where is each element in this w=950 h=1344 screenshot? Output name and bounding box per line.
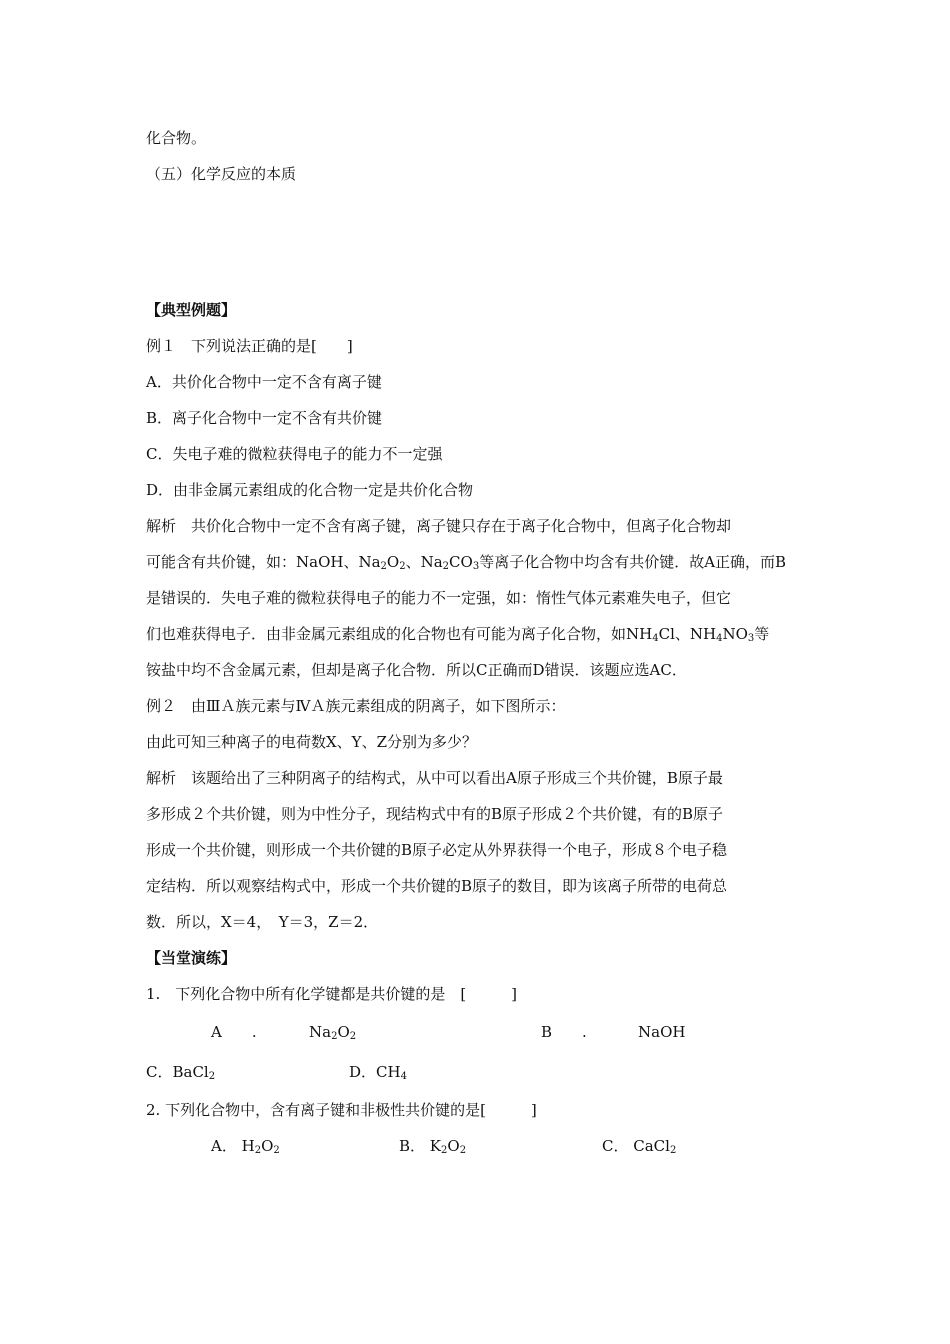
subscript: 3 <box>747 633 755 644</box>
example-1-question: 例１ 下列说法正确的是[ ] <box>146 337 353 355</box>
examples-heading: 【典型例题】 <box>146 301 237 319</box>
subscript: 4 <box>400 1071 407 1082</box>
text-run: 等离子化合物中均含有共价键．故A正确，而B <box>479 553 787 571</box>
text-run: A． H <box>211 1137 255 1155</box>
text-run: C．BaCl <box>146 1063 209 1081</box>
text-run: O <box>386 553 400 571</box>
example-2-analysis-line-3: 形成一个共价键，则形成一个共价键的B原子必定从外界获得一个电子，形成８个电子稳 <box>146 841 728 859</box>
prev-line-1: 化合物。 <box>146 129 207 147</box>
text-run: O <box>447 1137 460 1155</box>
subscript: 2 <box>273 1145 280 1156</box>
example-1-analysis-line-5: 铵盐中均不含金属元素，但却是离子化合物．所以C正确而D错误．该题应选AC． <box>146 661 687 679</box>
practice-1-option-c <box>146 1062 215 1082</box>
practice-1-option-a-label: A . <box>211 1023 257 1041</box>
subscript: 2 <box>669 1145 677 1156</box>
example-2-question: 例２ 由ⅢＡ族元素与ⅣＡ族元素组成的阴离子，如下图所示： <box>146 697 566 715</box>
example-1-analysis-line-3: 是错误的．失电子难的微粒获得电子的能力不一定强，如：惰性气体元素难失电子，但它 <box>146 589 732 607</box>
subscript: 2 <box>208 1071 216 1082</box>
example-1-option-b: B．离子化合物中一定不含有共价键 <box>146 409 383 427</box>
subscript: 2 <box>380 561 387 572</box>
text-run: 、Na <box>405 553 443 571</box>
example-1-analysis-line-2 <box>146 552 786 572</box>
subscript: 4 <box>652 633 659 644</box>
text-run: O <box>337 1023 350 1041</box>
subscript: 2 <box>399 561 406 572</box>
subscript: 2 <box>349 1031 357 1042</box>
example-2-analysis-line-5: 数．所以，X＝4， Y＝3，Z＝2． <box>146 913 379 931</box>
example-2-analysis-line-1: 解析 该题给出了三种阴离子的结构式，从中可以看出A原子形成三个共价键，B原子最 <box>146 769 723 787</box>
practice-1-option-d <box>349 1062 407 1082</box>
subscript: 4 <box>716 633 723 644</box>
practice-1-option-b-label: B . <box>541 1023 587 1041</box>
text-run: 可能含有共价键，如：NaOH、Na <box>146 553 381 571</box>
text-run: NO <box>722 625 748 643</box>
text-run: C． CaCl <box>602 1137 670 1155</box>
example-1-option-d: D．由非金属元素组成的化合物一定是共价化合物 <box>146 481 474 499</box>
subscript: 2 <box>442 561 450 572</box>
text-run: 们也难获得电子．由非金属元素组成的化合物也有可能为离子化合物，如NH <box>146 625 653 643</box>
practice-heading: 【当堂演练】 <box>146 949 237 967</box>
example-2-analysis-line-2: 多形成２个共价键，则为中性分子，现结构式中有的B原子形成２个共价键，有的B原子 <box>146 805 724 823</box>
example-2-ask: 由此可知三种离子的电荷数X、Y、Z分别为多少？ <box>146 733 478 751</box>
practice-1-option-a-value <box>309 1022 356 1042</box>
example-1-option-c: C．失电子难的微粒获得电子的能力不一定强 <box>146 445 443 463</box>
text-run: CO <box>449 553 473 571</box>
practice-1-option-b-value: NaOH <box>638 1023 686 1041</box>
text-run: Cl、NH <box>658 625 717 643</box>
practice-2-option-b <box>399 1136 466 1156</box>
example-1-analysis-line-1: 解析 共价化合物中一定不含有离子键，离子键只存在于离子化合物中，但离子化合物却 <box>146 517 732 535</box>
text-run: B． K <box>399 1137 441 1155</box>
subscript: 2 <box>254 1145 262 1156</box>
practice-1-question: 1. 下列化合物中所有化学键都是共价键的是 [ ] <box>146 985 518 1003</box>
practice-2-option-a <box>211 1136 280 1156</box>
text-run: D．CH <box>349 1063 401 1081</box>
text-run: 等 <box>754 625 770 643</box>
example-1-option-a: A．共价化合物中一定不含有离子键 <box>146 373 382 391</box>
practice-2-option-c <box>602 1136 676 1156</box>
example-1-analysis-line-4 <box>146 624 769 644</box>
subscript: 3 <box>472 561 480 572</box>
subscript: 2 <box>331 1031 338 1042</box>
practice-2-question: 2. 下列化合物中，含有离子键和非极性共价键的是[ ] <box>146 1101 537 1119</box>
subscript: 2 <box>441 1145 448 1156</box>
subscript: 2 <box>459 1145 467 1156</box>
section-title-reaction-essence: （五）化学反应的本质 <box>146 165 297 183</box>
example-2-analysis-line-4: 定结构．所以观察结构式中，形成一个共价键的B原子的数目，即为该离子所带的电荷总 <box>146 877 728 895</box>
text-run: Na <box>309 1023 332 1041</box>
text-run: O <box>261 1137 274 1155</box>
